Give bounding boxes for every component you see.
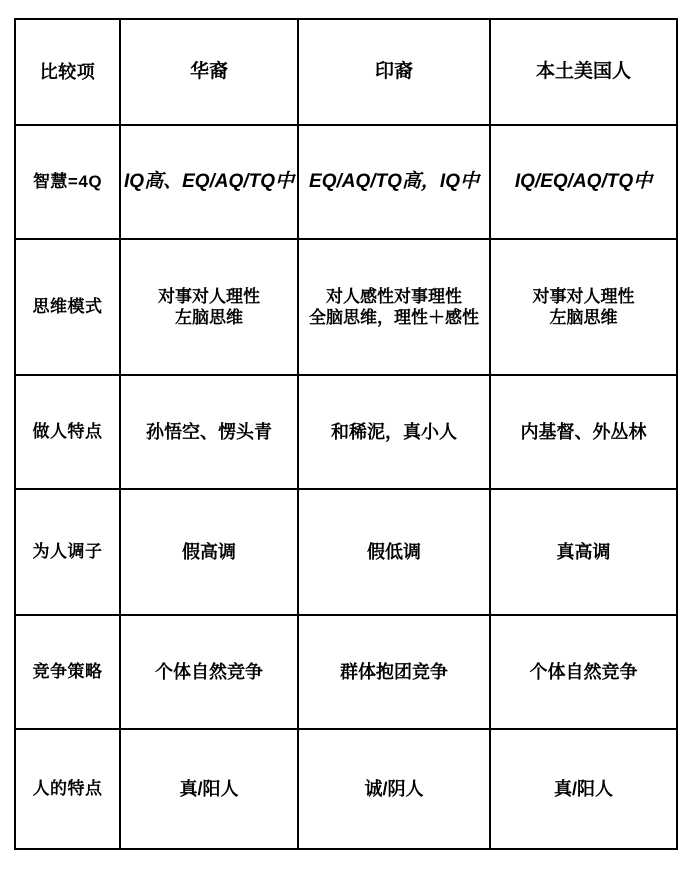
table-cell: 真/阳人: [120, 729, 298, 849]
column-header-criteria: 比较项: [15, 19, 120, 125]
table-cell: 真/阳人: [490, 729, 677, 849]
table-row: [15, 125, 677, 239]
table-header-row: [15, 19, 677, 125]
row-label: 为人调子: [15, 489, 120, 615]
column-header-indian: 印裔: [298, 19, 490, 125]
table-cell: IQ/EQ/AQ/TQ中: [490, 125, 677, 239]
column-header-american: 本土美国人: [490, 19, 677, 125]
row-label: 智慧=4Q: [15, 125, 120, 239]
table-cell: 个体自然竞争: [490, 615, 677, 729]
column-header-chinese: 华裔: [120, 19, 298, 125]
table-cell: 对人感性对事理性 全脑思维，理性＋感性: [298, 239, 490, 375]
table-cell: EQ/AQ/TQ高，IQ中: [298, 125, 490, 239]
row-label: 人的特点: [15, 729, 120, 849]
comparison-table: [14, 18, 678, 850]
table-cell: 和稀泥，真小人: [298, 375, 490, 489]
table-row: [15, 239, 677, 375]
table-cell: 对事对人理性 左脑思维: [120, 239, 298, 375]
table-cell: 对事对人理性 左脑思维: [490, 239, 677, 375]
table-row: [15, 375, 677, 489]
row-label: 做人特点: [15, 375, 120, 489]
table-cell: 真高调: [490, 489, 677, 615]
row-label: 思维模式: [15, 239, 120, 375]
table-row: [15, 489, 677, 615]
table-row: [15, 615, 677, 729]
table-cell: 个体自然竞争: [120, 615, 298, 729]
row-label: 竞争策略: [15, 615, 120, 729]
table-cell: 群体抱团竞争: [298, 615, 490, 729]
table-cell: 孙悟空、愣头青: [120, 375, 298, 489]
table-cell: IQ高、EQ/AQ/TQ中: [120, 125, 298, 239]
table-cell: 诚/阴人: [298, 729, 490, 849]
table-cell: 假高调: [120, 489, 298, 615]
table-cell: 假低调: [298, 489, 490, 615]
table-row: [15, 729, 677, 849]
table-cell: 内基督、外丛林: [490, 375, 677, 489]
